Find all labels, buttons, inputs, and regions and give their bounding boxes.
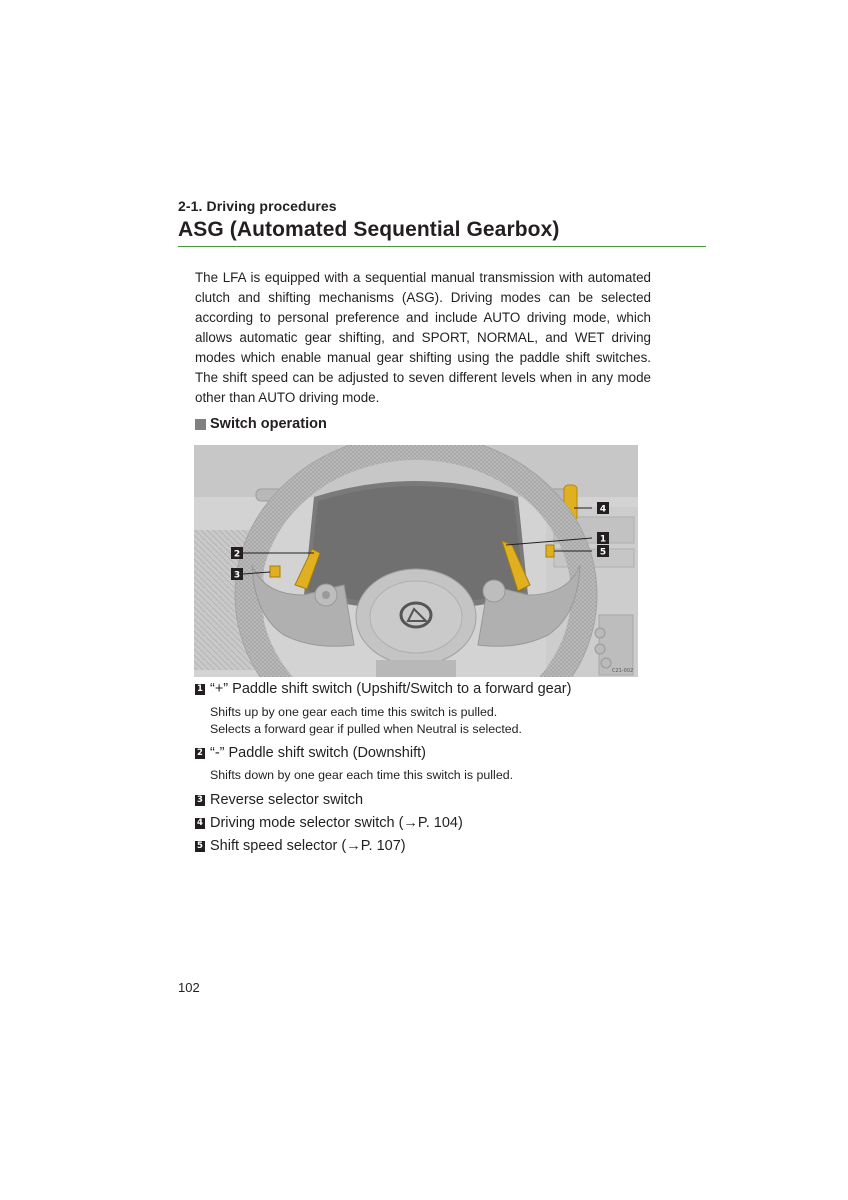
item-2-number: 2 xyxy=(195,748,205,759)
item-4-title: Driving mode selector switch (→P. 104) xyxy=(210,815,463,831)
square-bullet-icon xyxy=(195,419,206,430)
intro-paragraph: The LFA is equipped with a sequential manual transmission with automated clutch and shifting mechanisms (ASG). Driving modes can be selected according to personal preference and include AUTO driving mode, which allows automatic gear shifting, and SPORT, NORMAL, and WET driving modes which enable manual gear shifting using the paddle shift switches. The shift speed can be adjusted to seven different levels when in any mode other than AUTO driving mode. xyxy=(195,270,651,405)
callout-2-label: 2 xyxy=(233,549,241,560)
item-1-number: 1 xyxy=(195,684,205,695)
page-title: ASG (Automated Sequential Gearbox) xyxy=(178,218,560,241)
subheading xyxy=(195,416,327,432)
item-3-title: Reverse selector switch xyxy=(210,792,364,808)
reverse-selector-switch xyxy=(270,566,280,577)
item-1-desc-2: Selects a forward gear if pulled when Neutral is selected. xyxy=(210,722,522,736)
figure-code: C21-002 xyxy=(612,668,634,674)
item-1-title: “+” Paddle shift switch (Upshift/Switch to a forward gear) xyxy=(210,681,572,697)
item-4-number: 4 xyxy=(195,818,205,829)
shift-speed-selector xyxy=(546,545,554,557)
callout-4-label: 4 xyxy=(599,504,607,515)
callout-5-label: 5 xyxy=(599,547,607,558)
item-1 xyxy=(195,681,571,697)
item-3 xyxy=(195,792,363,808)
page-number: 102 xyxy=(178,980,200,995)
item-5-title: Shift speed selector (→P. 107) xyxy=(210,838,406,854)
item-2 xyxy=(195,745,426,761)
right-spoke-button xyxy=(483,580,505,602)
title-rule xyxy=(178,246,706,247)
item-1-desc-1: Shifts up by one gear each time this switch is pulled. xyxy=(210,705,498,719)
item-5 xyxy=(195,838,406,854)
item-3-number: 3 xyxy=(195,795,205,806)
subheading-label: Switch operation xyxy=(210,416,327,432)
steering-wheel-figure xyxy=(194,445,638,677)
item-4 xyxy=(195,815,463,831)
item-2-title: “-” Paddle shift switch (Downshift) xyxy=(210,745,426,761)
callout-3-label: 3 xyxy=(233,570,241,581)
item-2-desc-1: Shifts down by one gear each time this switch is pulled. xyxy=(210,768,514,782)
callout-1-label: 1 xyxy=(599,534,607,545)
item-5-number: 5 xyxy=(195,841,205,852)
section-label: 2-1. Driving procedures xyxy=(178,198,337,214)
